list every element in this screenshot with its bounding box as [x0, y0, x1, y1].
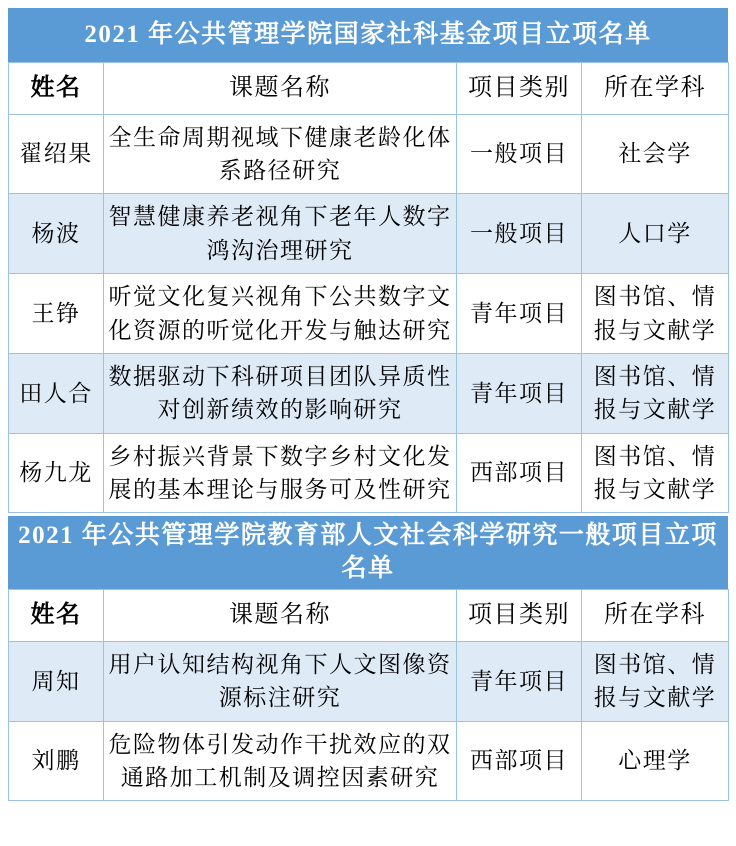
topic-cell: 听觉文化复兴视角下公共数字文化资源的听觉化开发与触达研究 — [104, 274, 457, 354]
table-row — [9, 642, 729, 722]
name-cell: 杨九龙 — [9, 433, 104, 513]
column-header-category: 项目类别 — [457, 590, 582, 642]
column-header-topic: 课题名称 — [104, 590, 457, 642]
name-cell: 刘鹏 — [9, 721, 104, 801]
category-cell: 西部项目 — [457, 721, 582, 801]
column-header-category: 项目类别 — [457, 63, 582, 115]
category-cell: 一般项目 — [457, 114, 582, 194]
table-title: 2021 年公共管理学院教育部人文社会科学研究一般项目立项名单 — [8, 516, 728, 589]
table-row — [9, 274, 729, 354]
topic-cell: 用户认知结构视角下人文图像资源标注研究 — [104, 642, 457, 722]
discipline-cell: 图书馆、情报与文献学 — [582, 642, 729, 722]
projects-table-1 — [8, 62, 729, 513]
discipline-cell: 图书馆、情报与文献学 — [582, 274, 729, 354]
category-cell: 青年项目 — [457, 642, 582, 722]
discipline-cell: 社会学 — [582, 114, 729, 194]
table-row — [9, 114, 729, 194]
topic-cell: 乡村振兴背景下数字乡村文化发展的基本理论与服务可及性研究 — [104, 433, 457, 513]
nsfc-table-section — [8, 8, 728, 513]
category-cell: 西部项目 — [457, 433, 582, 513]
column-header-topic: 课题名称 — [104, 63, 457, 115]
name-cell: 田人合 — [9, 353, 104, 433]
name-cell: 周知 — [9, 642, 104, 722]
table-title: 2021 年公共管理学院国家社科基金项目立项名单 — [8, 8, 728, 62]
name-cell: 翟绍果 — [9, 114, 104, 194]
name-cell: 王铮 — [9, 274, 104, 354]
discipline-cell: 图书馆、情报与文献学 — [582, 433, 729, 513]
table-row — [9, 353, 729, 433]
topic-cell: 全生命周期视域下健康老龄化体系路径研究 — [104, 114, 457, 194]
column-header-name: 姓名 — [9, 590, 104, 642]
topic-cell: 危险物体引发动作干扰效应的双通路加工机制及调控因素研究 — [104, 721, 457, 801]
name-cell: 杨波 — [9, 194, 104, 274]
column-header-discipline: 所在学科 — [582, 63, 729, 115]
discipline-cell: 人口学 — [582, 194, 729, 274]
discipline-cell: 图书馆、情报与文献学 — [582, 353, 729, 433]
column-header-discipline: 所在学科 — [582, 590, 729, 642]
table-header-row — [9, 590, 729, 642]
discipline-cell: 心理学 — [582, 721, 729, 801]
table-row — [9, 721, 729, 801]
table-header-row — [9, 63, 729, 115]
topic-cell: 智慧健康养老视角下老年人数字鸿沟治理研究 — [104, 194, 457, 274]
moe-table-section — [8, 516, 728, 801]
topic-cell: 数据驱动下科研项目团队异质性对创新绩效的影响研究 — [104, 353, 457, 433]
category-cell: 青年项目 — [457, 353, 582, 433]
table-row — [9, 433, 729, 513]
category-cell: 青年项目 — [457, 274, 582, 354]
projects-table-2 — [8, 589, 729, 801]
table-row — [9, 194, 729, 274]
category-cell: 一般项目 — [457, 194, 582, 274]
column-header-name: 姓名 — [9, 63, 104, 115]
